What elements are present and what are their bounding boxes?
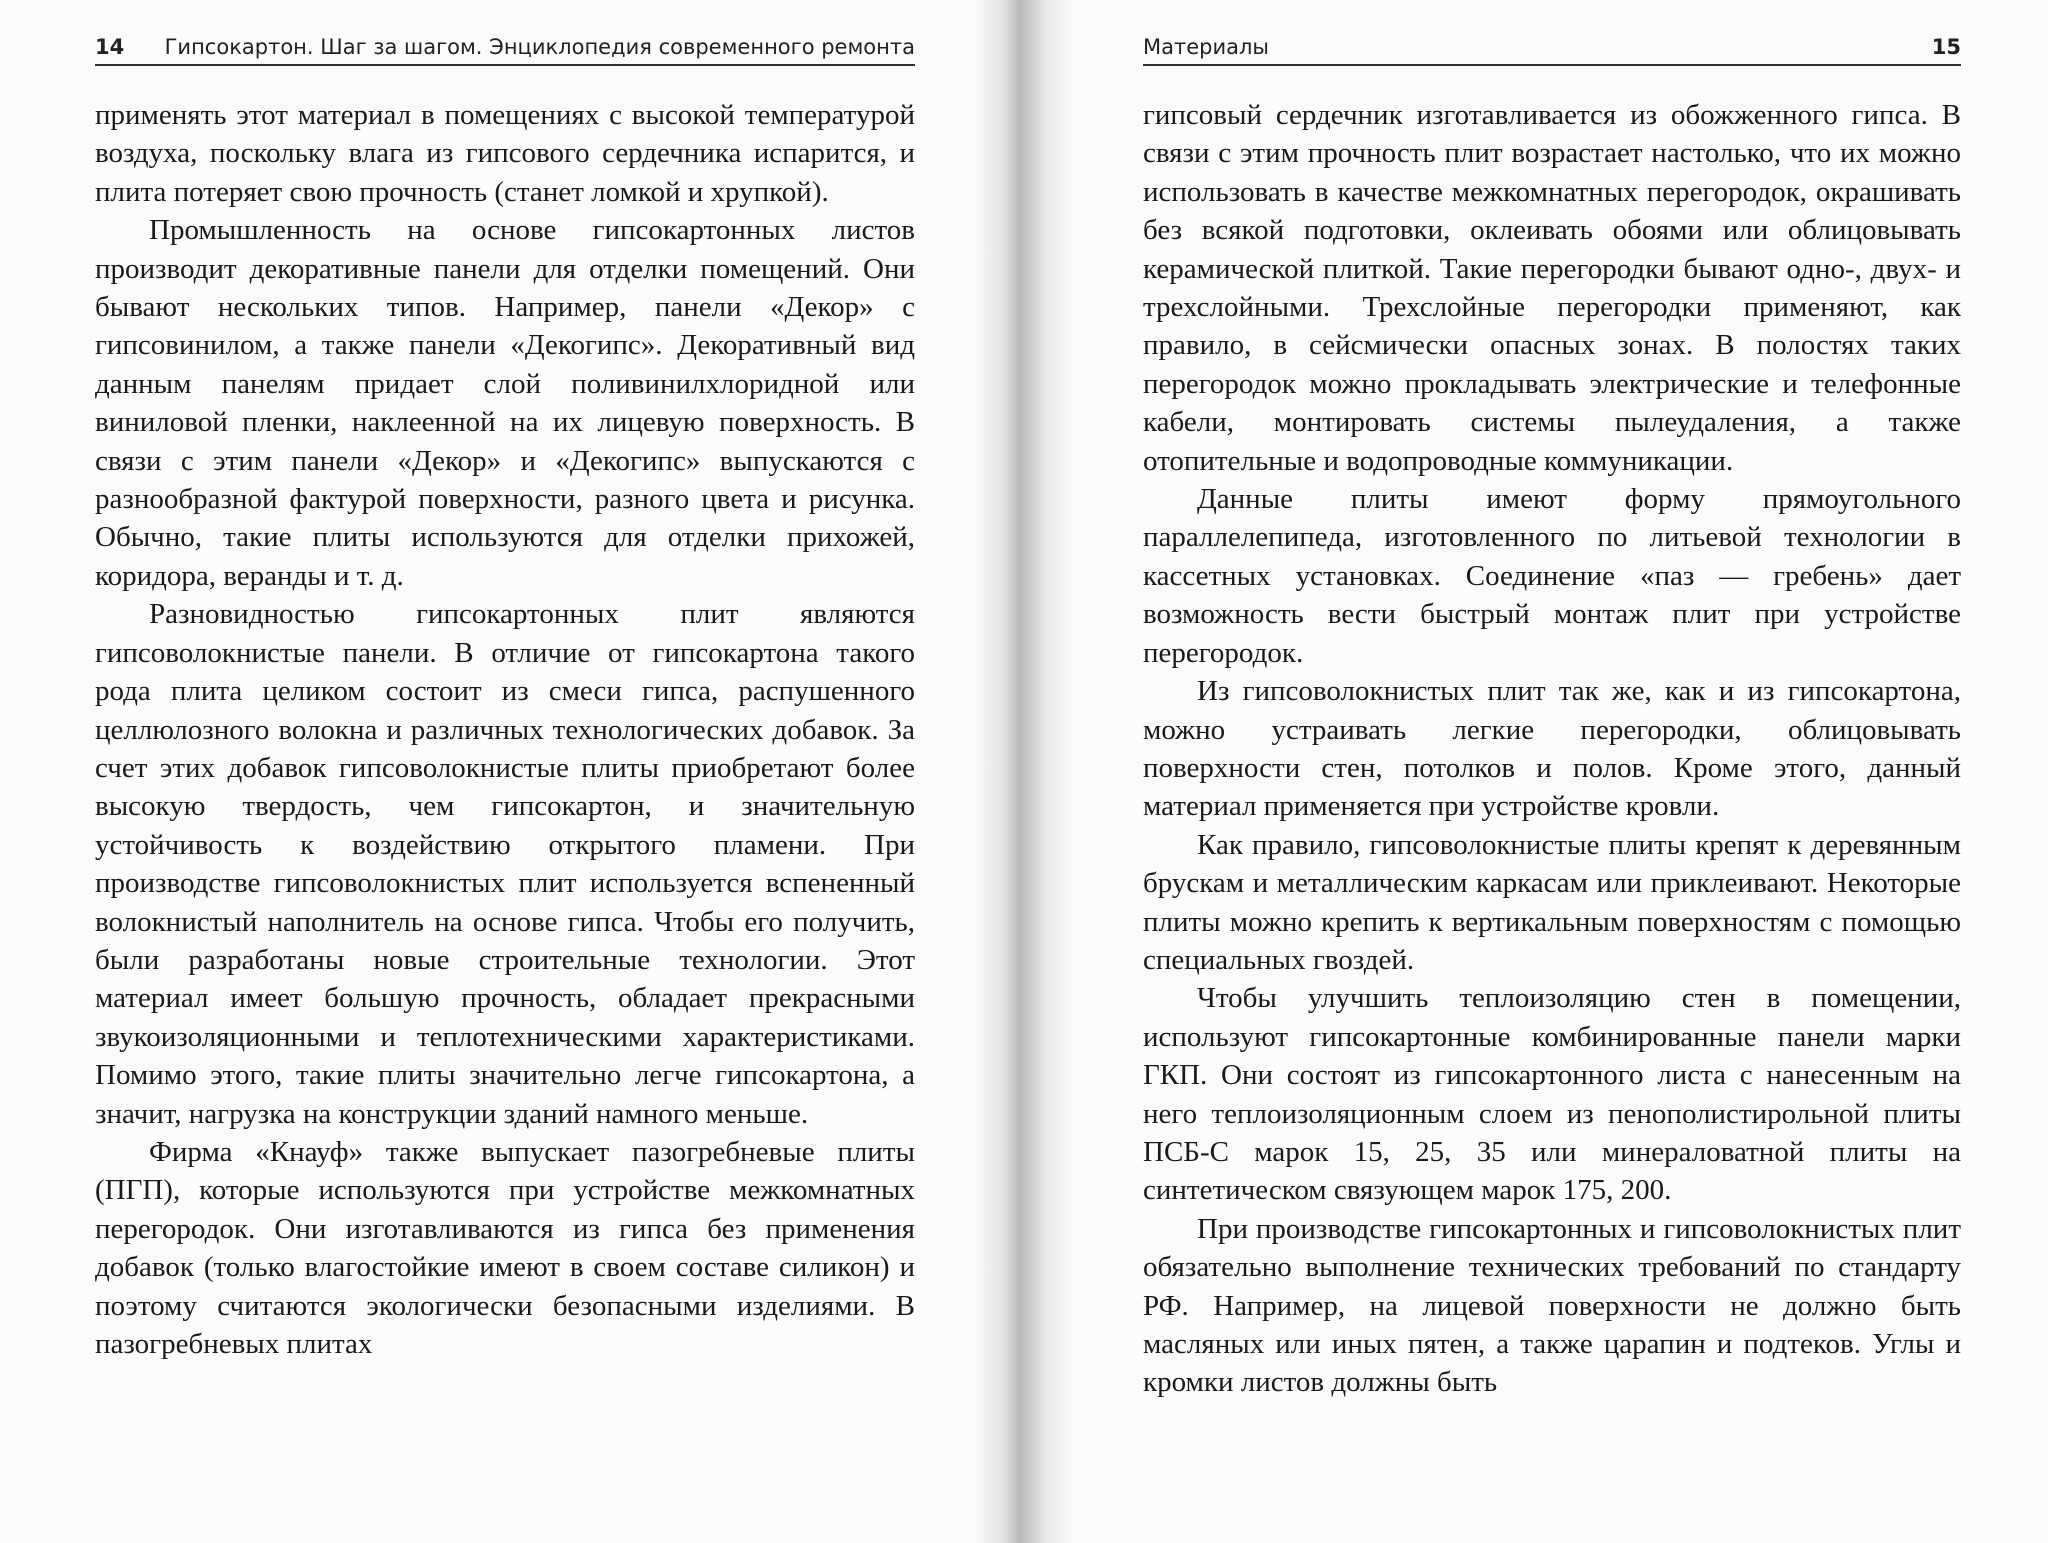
left-page	[95, 0, 915, 1543]
book-gutter	[974, 0, 1074, 1543]
right-body-text	[1143, 96, 1961, 1402]
paragraph: Чтобы улучшить теплоизоляцию стен в помещении, используют гипсокартонные комбинированные панели марки ГКП. Они состоят из гипсокартонного листа с нанесенным на него теплоизоляционным слоем из пенополистирольной плиты ПСБ-С марок 15, 25, 35 или минераловатной плиты на синтетическом связующем марок 175, 200.	[1143, 982, 1961, 1207]
right-running-head	[1143, 30, 1961, 66]
paragraph: Из гипсоволокнистых плит так же, как и из гипсокартона, можно устраивать легкие перегородки, облицовывать поверхности стен, потолков и полов. Кроме этого, данный материал применяется при устройстве кровли.	[1143, 675, 1961, 823]
left-body-text	[95, 96, 915, 1363]
paragraph: гипсовый сердечник изготавливается из обожженного гипса. В связи с этим прочность плит возрастает настолько, что их можно использовать в качестве межкомнатных перегородок, окрашивать без всякой подготовки, оклеивать обоями или облицовывать керамической плиткой. Такие перегородки бывают одно-, двух- и трехслойными. Трехслойные перегородки применяют, как правило, в сейсмически опасных зонах. В полостях таких перегородок можно прокладывать электрические и телефонные кабели, монтировать системы пылеудаления, а также отопительные и водопроводные коммуникации.	[1143, 99, 1961, 477]
paragraph: Разновидностью гипсокартонных плит являются гипсоволокнистые панели. В отличие от гипсокартона такого рода плита целиком состоит из смеси гипса, распушенного целлюлозного волокна и различных технологических добавок. За счет этих добавок гипсоволокнистые плиты приобретают более высокую твердость, чем гипсокартон, и значительную устойчивость к воздействию открытого пламени. При производстве гипсоволокнистых плит используется вспененный волокнистый наполнитель на основе гипса. Чтобы его получить, были разработаны новые строительные технологии. Этот материал имеет большую прочность, обладает прекрасными звукоизоляционными и теплотехническими характеристиками. Помимо этого, такие плиты значительно легче гипсокартона, а значит, нагрузка на конструкции зданий намного меньше.	[95, 598, 915, 1130]
paragraph: При производстве гипсокартонных и гипсоволокнистых плит обязательно выполнение технических требований по стандарту РФ. Например, на лицевой поверхности не должно быть масляных или иных пятен, а также царапин и подтеков. Углы и кромки листов должны быть	[1143, 1212, 1961, 1399]
paragraph: применять этот материал в помещениях с высокой температурой воздуха, поскольку влага из гипсового сердечника испарится, и плита потеряет свою прочность (станет ломкой и хрупкой).	[95, 99, 915, 208]
paragraph: Промышленность на основе гипсокартонных листов производит декоративные панели для отделки помещений. Они бывают нескольких типов. Например, панели «Декор» с гипсовинилом, а также панели «Декогипс». Декоративный вид данным панелям придает слой поливинилхлоридной или виниловой пленки, наклеенной на их лицевую поверхность. В связи с этим панели «Декор» и «Декогипс» выпускаются с разнообразной фактурой поверхности, разного цвета и рисунка. Обычно, такие плиты используются для отделки прихожей, коридора, веранды и т. д.	[95, 214, 915, 592]
left-page-number: 14	[95, 35, 125, 59]
paragraph: Данные плиты имеют форму прямоугольного параллелепипеда, изготовленного по литьевой технологии в кассетных установках. Соединение «паз — гребень» дает возможность вести быстрый монтаж плит при устройстве перегородок.	[1143, 483, 1961, 669]
right-page	[1143, 0, 1961, 1543]
right-running-title: Материалы	[1143, 35, 1269, 59]
left-running-title: Гипсокартон. Шаг за шагом. Энциклопедия современного ремонта	[164, 35, 915, 59]
left-running-head	[95, 30, 915, 66]
paragraph: Как правило, гипсоволокнистые плиты крепят к деревянным брускам и металлическим каркасам или приклеивают. Некоторые плиты можно крепить к вертикальным поверхностям с помощью специальных гвоздей.	[1143, 828, 1961, 976]
paragraph: Фирма «Кнауф» также выпускает пазогребневые плиты (ПГП), которые используются при устройстве межкомнатных перегородок. Они изготавливаются из гипса без применения добавок (только влагостойкие имеют в своем составе силикон) и поэтому считаются экологически безопасными изделиями. В пазогребневых плитах	[95, 1135, 915, 1360]
right-page-number: 15	[1931, 35, 1961, 59]
